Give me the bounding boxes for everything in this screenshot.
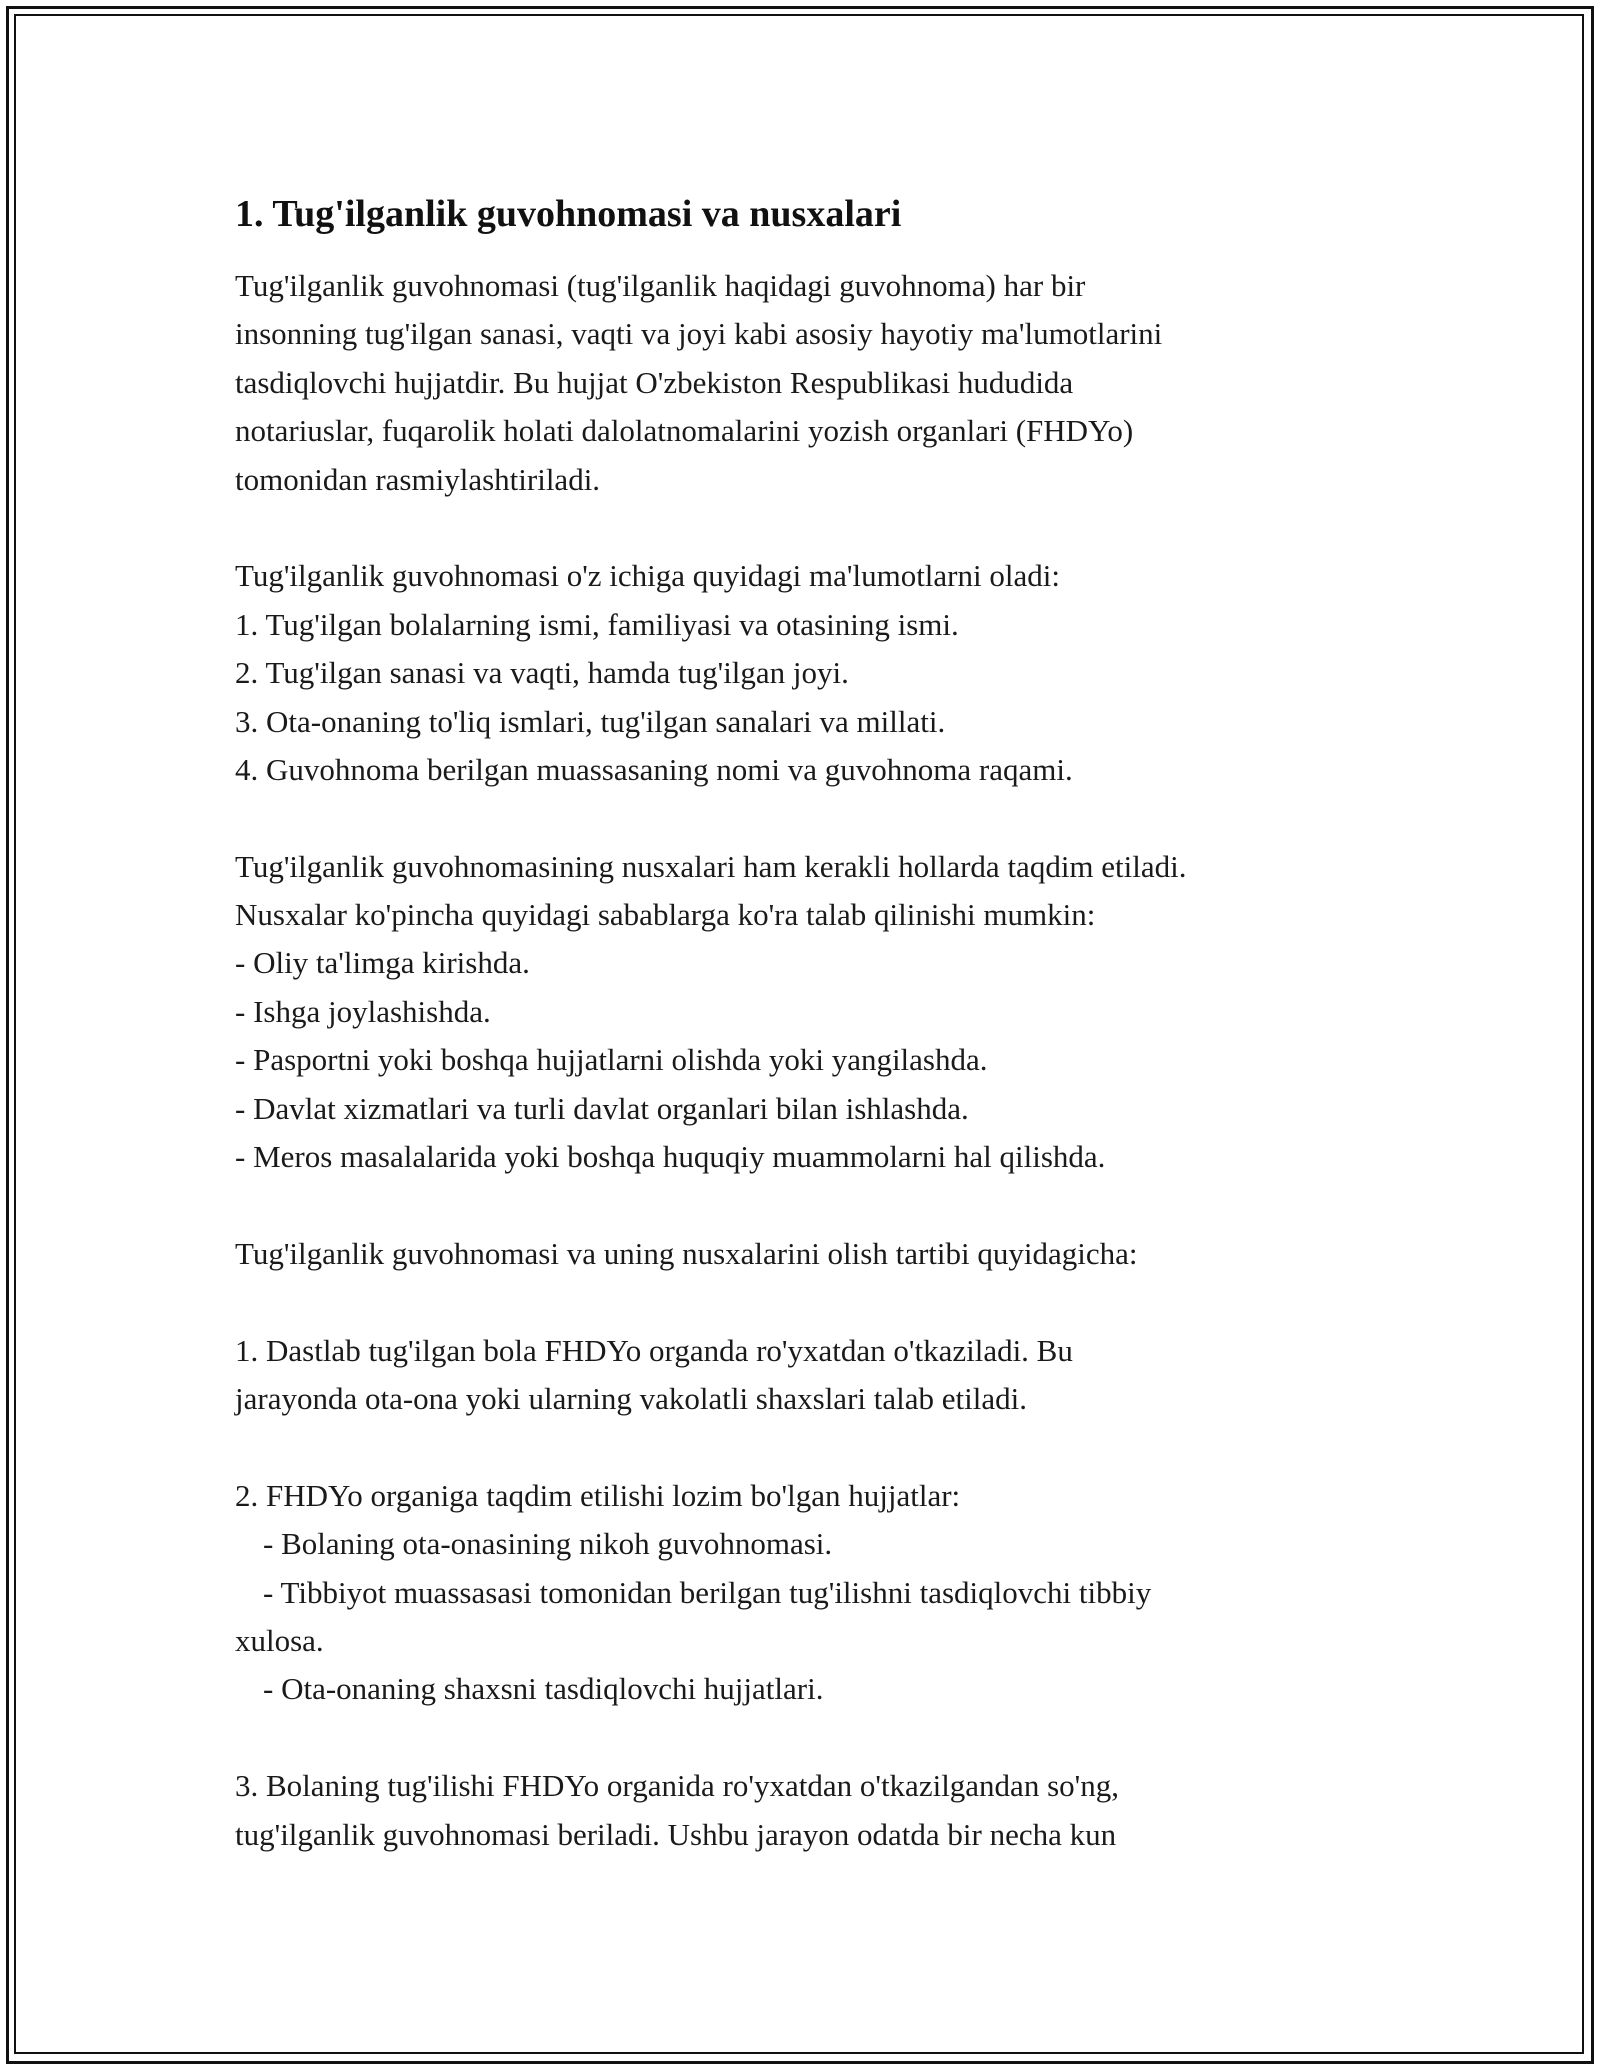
body-line: Nusxalar ko'pincha quyidagi sabablarga ko'ra talab qilinishi mumkin: xyxy=(235,897,1096,933)
sub-list-item-continuation: xulosa. xyxy=(235,1622,324,1658)
body-line: Tug'ilganlik guvohnomasi va uning nusxalarini olish tartibi quyidagicha: xyxy=(235,1235,1138,1271)
blank-line xyxy=(235,1714,1395,1762)
step-line: tug'ilganlik guvohnomasi beriladi. Ushbu jarayon odatda bir necha kun xyxy=(235,1816,1117,1852)
document-title: 1. Tug'ilganlik guvohnomasi va nusxalari xyxy=(235,193,902,235)
blank-line xyxy=(235,504,1395,552)
body-line: tomonidan rasmiylashtiriladi. xyxy=(235,461,601,497)
body-line: Tug'ilganlik guvohnomasi o'z ichiga quyidagi ma'lumotlarni oladi: xyxy=(235,558,1060,594)
blank-line xyxy=(235,1423,1395,1471)
body-line: tasdiqlovchi hujjatdir. Bu hujjat O'zbekiston Respublikasi hududida xyxy=(235,364,1074,400)
body-line: insonning tug'ilgan sanasi, vaqti va joyi kabi asosiy hayotiy ma'lumotlarini xyxy=(235,316,1163,352)
sub-list-item: - Ota-onaning shaxsni tasdiqlovchi hujjatlari. xyxy=(263,1671,824,1707)
body-line: Tug'ilganlik guvohnomasining nusxalari ham kerakli hollarda taqdim etiladi. xyxy=(235,848,1187,884)
blank-line xyxy=(235,1181,1395,1229)
body-line: notariuslar, fuqarolik holati dalolatnomalarini yozish organlari (FHDYo) xyxy=(235,413,1134,449)
sub-list-item: - Tibbiyot muassasasi tomonidan berilgan tug'ilishni tasdiqlovchi tibbiy xyxy=(263,1574,1152,1610)
blank-line xyxy=(235,794,1395,842)
list-item: - Meros masalalarida yoki boshqa huquqiy muammolarni hal qilishda. xyxy=(235,1139,1106,1175)
step-line: jarayonda ota-ona yoki ularning vakolatli shaxslari talab etiladi. xyxy=(235,1380,1027,1416)
list-item: 1. Tug'ilgan bolalarning ismi, familiyasi va otasining ismi. xyxy=(235,606,959,642)
list-item: - Ishga joylashishda. xyxy=(235,993,491,1029)
document-page xyxy=(235,188,1395,1859)
list-item: 4. Guvohnoma berilgan muassasaning nomi va guvohnoma raqami. xyxy=(235,751,1073,787)
step-line: 2. FHDYo organiga taqdim etilishi lozim bo'lgan hujjatlar: xyxy=(235,1477,961,1513)
step-line: 3. Bolaning tug'ilishi FHDYo organida ro'yxatdan o'tkazilgandan so'ng, xyxy=(235,1768,1119,1804)
list-item: - Pasportni yoki boshqa hujjatlarni olishda yoki yangilashda. xyxy=(235,1042,988,1078)
list-item: 2. Tug'ilgan sanasi va vaqti, hamda tug'ilgan joyi. xyxy=(235,655,849,691)
list-item: - Davlat xizmatlari va turli davlat organlari bilan ishlashda. xyxy=(235,1090,969,1126)
list-item: 3. Ota-onaning to'liq ismlari, tug'ilgan sanalari va millati. xyxy=(235,703,946,739)
list-item: - Oliy ta'limga kirishda. xyxy=(235,945,530,981)
step-line: 1. Dastlab tug'ilgan bola FHDYo organda ro'yxatdan o'tkaziladi. Bu xyxy=(235,1332,1073,1368)
sub-list-item: - Bolaning ota-onasining nikoh guvohnomasi. xyxy=(263,1526,833,1562)
body-line: Tug'ilganlik guvohnomasi (tug'ilganlik haqidagi guvohnoma) har bir xyxy=(235,268,1086,303)
document-body xyxy=(235,262,1395,1859)
blank-line xyxy=(235,1278,1395,1326)
